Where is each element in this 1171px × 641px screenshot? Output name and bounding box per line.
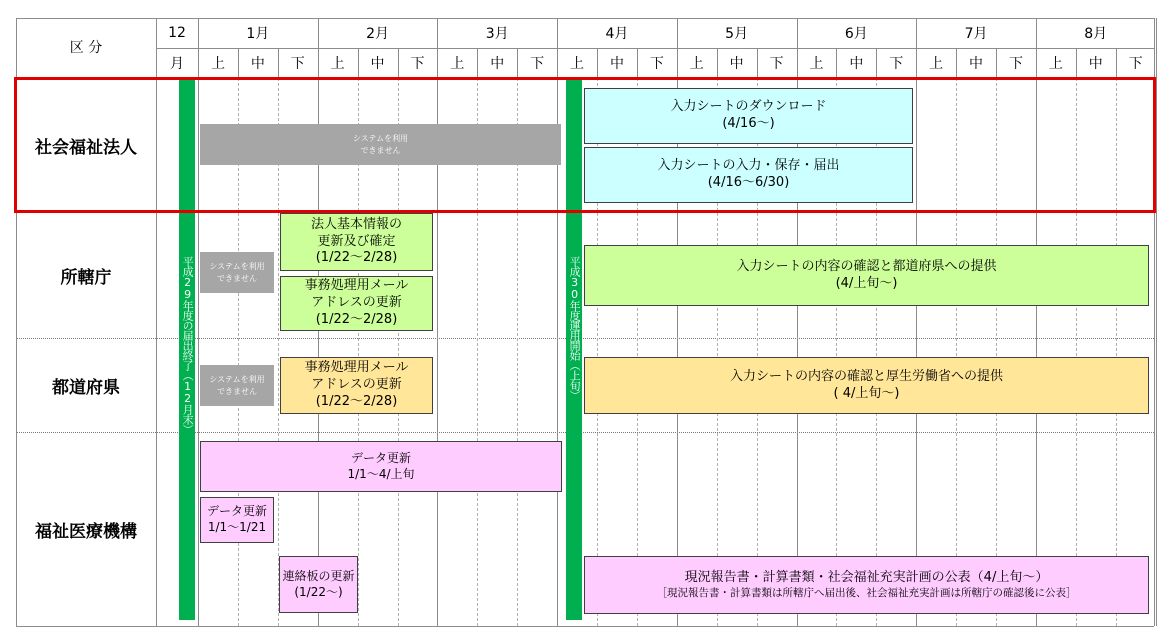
wam-board-line1: 連絡板の更新 [282, 568, 355, 583]
period-header: 中 [609, 56, 624, 72]
wam-data-update-short-line1: データ更新 [206, 504, 267, 519]
wam-data-update-short-line2: 1/1～1/21 [207, 520, 267, 534]
office-mail-box [280, 276, 433, 331]
office-unavailable-box [200, 252, 274, 293]
row-label-jurisdiction-office: 所轄庁 [60, 267, 112, 288]
period-header: 上 [570, 56, 585, 72]
grid-line [358, 48, 359, 78]
corp-download-line1: 入力シートのダウンロード [670, 99, 827, 115]
grid-line [278, 48, 279, 78]
office-mail-line1: 事務処理用メール [304, 278, 409, 294]
grid-line [836, 48, 837, 78]
period-header: 下 [769, 56, 784, 72]
period-header: 中 [1088, 56, 1103, 72]
vertical-label-text: 平成29年度の届出終了（12月末） [181, 256, 195, 434]
month-header: 5月 [725, 26, 749, 42]
period-header: 中 [370, 56, 385, 72]
period-header: 上 [210, 56, 225, 72]
month-header: 3月 [485, 26, 509, 42]
grid-line [757, 48, 758, 78]
pref-mail-box [280, 357, 433, 414]
pref-confirm-line2: ( 4/上旬～) [833, 385, 900, 401]
office-mail-line3: (1/22～2/28) [315, 311, 398, 327]
wam-publish-line1: 現況報告書・計算書類・社会福祉充実計画の公表（4/上旬～） [684, 569, 1049, 585]
grid-line [637, 48, 638, 78]
corp-input-line1: 入力シートの入力・保存・届出 [657, 158, 840, 174]
wam-publish-box [584, 556, 1149, 614]
grid-line [156, 48, 1154, 49]
wam-data-update-long-line1: データ更新 [350, 450, 411, 465]
pref-mail-line1: 事務処理用メール [304, 360, 409, 376]
month-header: 1月 [246, 26, 270, 42]
office-basic-info-line3: (1/22～2/28) [315, 250, 398, 266]
row-label-wam: 福祉医療機構 [35, 521, 137, 542]
corp-input-line2: (4/16～6/30) [707, 175, 790, 190]
h29-end-label [178, 256, 196, 434]
period-header: 上 [1048, 56, 1063, 72]
period-header: 上 [689, 56, 704, 72]
period-header: 上 [929, 56, 944, 72]
h30-start-label [565, 256, 583, 400]
period-header: 下 [649, 56, 664, 72]
period-header: 上 [330, 56, 345, 72]
grid-line [477, 48, 478, 78]
wam-publish-line2: ［現況報告書・計算書類は所轄庁へ届出後、社会福祉充実計画は所轄庁の確認後に公表］ [656, 586, 1077, 599]
grid-line [398, 48, 399, 78]
december-unit: 月 [170, 56, 184, 72]
wam-data-update-short-box [200, 497, 274, 543]
grid-line [996, 48, 997, 78]
grid-line [597, 48, 598, 78]
corp-download-line2: (4/16～) [722, 116, 775, 131]
category-header: 区 分 [69, 40, 103, 56]
grid-line [1076, 48, 1077, 78]
period-header: 下 [1008, 56, 1023, 72]
period-header: 下 [290, 56, 305, 72]
wam-board-line2: (1/22～) [294, 584, 343, 599]
period-header: 下 [1128, 56, 1143, 72]
month-header: 7月 [964, 26, 988, 42]
corp-unavailable-line1: システムを利用 [352, 134, 409, 144]
period-header: 下 [889, 56, 904, 72]
pref-mail-line3: (1/22～2/28) [315, 393, 398, 409]
period-header: 中 [849, 56, 864, 72]
grid-line [16, 18, 1154, 19]
grid-line [876, 48, 877, 78]
office-unavailable-line2: できません [217, 273, 257, 283]
row-label-prefectures: 都道府県 [52, 377, 120, 398]
pref-confirm-line1: 入力シートの内容の確認と厚生労働省への提供 [729, 368, 1003, 384]
office-unavailable-line1: システムを利用 [209, 262, 265, 272]
period-header: 中 [250, 56, 265, 72]
wam-data-update-long-line2: 1/1～4/上旬 [347, 466, 415, 481]
office-confirm-line1: 入力シートの内容の確認と都道府県への提供 [736, 258, 997, 274]
pref-unavailable-box [200, 365, 274, 406]
grid-line [16, 626, 1154, 627]
period-header: 上 [809, 56, 824, 72]
grid-line [956, 48, 957, 78]
period-header: 中 [969, 56, 984, 72]
pref-confirm-box [584, 357, 1149, 414]
period-header: 下 [530, 56, 545, 72]
month-header: 6月 [844, 26, 868, 42]
wam-board-box [279, 556, 358, 613]
period-header: 上 [450, 56, 465, 72]
office-confirm-box [584, 245, 1149, 306]
corp-unavailable-line2: できません [360, 145, 401, 155]
grid-line [517, 48, 518, 78]
office-basic-info-line2: 更新及び確定 [317, 233, 396, 249]
office-basic-info-line1: 法人基本情報の [310, 216, 402, 232]
pref-unavailable-line1: システムを利用 [209, 375, 265, 385]
highlight-frame [14, 77, 1156, 213]
wam-data-update-long-box [200, 441, 562, 492]
office-confirm-line2: (4/上旬～) [835, 275, 898, 291]
period-header: 中 [490, 56, 505, 72]
pref-unavailable-line2: できません [217, 386, 257, 396]
month-header: 2月 [366, 26, 389, 42]
office-mail-line2: アドレスの更新 [311, 295, 402, 311]
row-label-social-welfare-corp: 社会福祉法人 [35, 137, 137, 158]
pref-mail-line2: アドレスの更新 [311, 377, 402, 393]
period-header: 中 [729, 56, 744, 72]
office-basic-info-box [280, 213, 433, 271]
vertical-label-text: 平成30年度運用開始（上旬） [568, 256, 582, 400]
month-header: 8月 [1084, 26, 1108, 42]
month-header: 4月 [605, 26, 629, 42]
grid-line [238, 48, 239, 78]
period-header: 下 [410, 56, 425, 72]
month-header-december: 12 [168, 25, 186, 41]
grid-line [717, 48, 718, 78]
grid-line [1116, 48, 1117, 78]
